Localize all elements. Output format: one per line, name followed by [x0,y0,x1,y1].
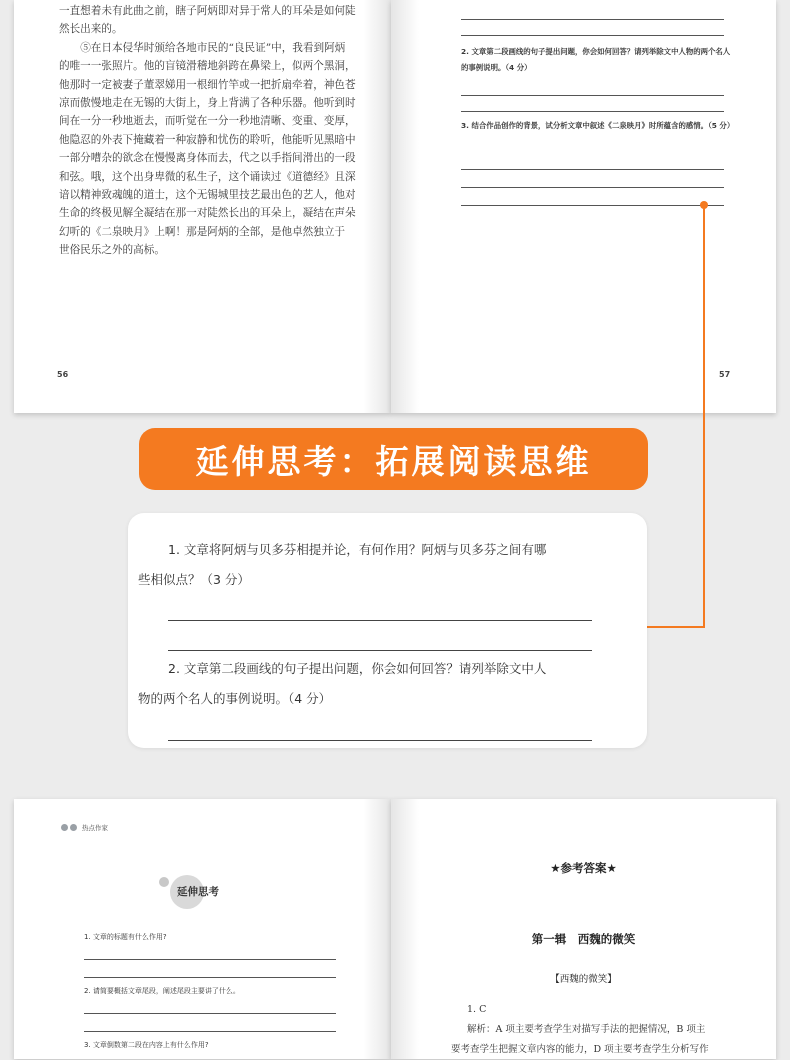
answer-line [84,1031,336,1032]
banner-title: 延伸思考：拓展阅读思维 [195,441,592,481]
question-3: 3. 文章倒数第二段在内容上有什么作用? [84,1041,209,1049]
zoom-question-1 [138,535,608,595]
analysis-line: 要考查学生把握文章内容的能力，D 项主要考查学生分析写作 [451,1044,709,1055]
logo-icon [61,824,68,831]
answer-line [461,169,724,170]
page-number: 56 [57,370,69,379]
gutter-shadow [391,799,419,1059]
gutter-shadow [391,0,419,413]
connector-line-horizontal [647,626,705,628]
page-number: 57 [719,370,731,379]
answer-line [461,35,724,36]
essay-line: 生命的终极见解全凝结在那一对陡然长出的耳朵上，凝结在声朵 [59,207,356,220]
essay-line: 谙以精神致魂魄的道士，这个无锡城里技艺最出色的艺人，他对 [59,189,356,202]
essay-line: 凉而傲慢地走在无锡的大街上，身上背满了各种乐器。他听到时 [59,97,356,110]
answer-line [168,650,592,651]
essay-line: 世俗民乐之外的高标。 [59,244,165,257]
analysis-line: 解析：A 项主要考查学生对描写手法的把握情况，B 项主 [467,1024,706,1035]
answer-line [461,187,724,188]
page-57 [391,0,776,413]
answer-key-page [391,799,776,1059]
article-subtitle: 【西魏的微笑】 [550,974,617,985]
essay-line: 他隐忍的外表下掩藏着一种寂静和忧伤的聆听，他能听见黑暗中 [59,133,356,146]
extension-page [14,799,391,1059]
answer-line [461,111,724,112]
answer-line [84,1013,336,1014]
essay-line: 幻听的《二泉映月》上啊！那是阿炳的全部，是他卓然独立于 [59,225,346,238]
header-text: 热点作家 [82,824,108,832]
answer-number: 1. C [467,1004,487,1015]
gutter-shadow [363,0,391,413]
answer-line [461,19,724,20]
decor-circle-icon [159,877,169,887]
essay-line: ⑤在日本侵华时颁给各地市民的“良民证”中，我看到阿炳 [80,41,346,54]
essay-line: 一部分嘈杂的欲念在慢慢离身体而去，代之以手指间滑出的一段 [59,152,356,165]
essay-line: 的唯一一张照片。他的盲镜滑稽地斜跨在鼻梁上，似两个黑洞， [59,60,356,73]
essay-line: 他那时一定被妻子董翠娣用一根细竹竿或一把折扇牵着，神色苍 [59,78,356,91]
zoom-q1-line1: 1. 文章将阿炳与贝多芬相提并论，有何作用？阿炳与贝多芬之间有哪 [168,542,547,557]
connector-line-vertical [703,205,705,628]
essay-line: 一直想着未有此曲之前，瞎子阿炳即对异于常人的耳朵是如何陡 [59,5,356,17]
question-3: 3. 结合作品创作的背景，试分析文章中叙述《二泉映月》时所蕴含的感情。（5 分） [461,121,735,130]
zoom-q2-line2: 物的两个名人的事例说明。（4 分） [138,691,332,706]
zoom-q1-line2: 些相似点？（3 分） [138,572,250,587]
essay-line: 然长出来的。 [59,23,123,36]
question-2: 2. 文章第二段画线的句子提出问题，你会如何回答？请列举除文中人物的两个名人的事例说明。（4 分） [461,47,731,72]
question-1: 1. 文章的标题有什么作用? [84,933,167,941]
answer-line [168,620,592,621]
zoom-question-2 [138,654,608,714]
page-56 [14,0,391,413]
section-banner [139,428,648,490]
gutter-shadow [363,799,391,1059]
answer-key-title: ★参考答案★ [550,861,617,875]
answer-line [461,205,724,206]
question-2: 2. 请简要概括文章尾段，阐述尾段主要讲了什么。 [84,987,240,995]
header-logo [61,823,108,832]
answer-line [84,959,336,960]
essay-line: 间在一分一秒地逝去，而听觉在一分一秒地清晰、变重、变厚， [59,115,356,128]
section-title: 延伸思考 [177,886,219,898]
essay-line: 和弦。哦，这个出身卑微的私生子，这个诵读过《道德经》且深 [59,170,356,183]
chapter-title: 第一辑 西魏的微笑 [531,932,636,946]
essay-body [59,2,359,260]
answer-line [84,977,336,978]
zoomed-questions-card [128,513,647,748]
answer-line [461,95,724,96]
zoom-q2-line1: 2. 文章第二段画线的句子提出问题，你会如何回答？请列举除文中人 [168,661,547,676]
answer-line [168,740,592,741]
logo-icon [70,824,77,831]
